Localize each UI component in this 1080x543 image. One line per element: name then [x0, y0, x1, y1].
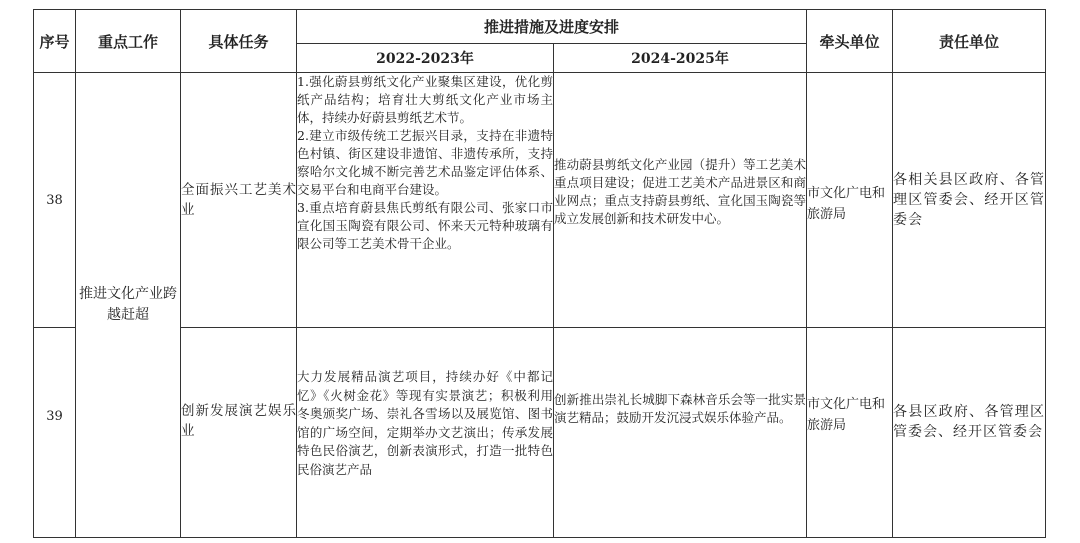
header-key-work: 重点工作: [76, 10, 181, 73]
measure-item: 2.建立市级传统工艺振兴目录，支持在非遗特色村镇、街区建设非遗馆、非遗传承所，支持察哈尔文化城不断完善艺术品鉴定评估体系、交易平台和电商平台建设。: [297, 128, 553, 197]
measures-2022-2023-cell: 大力发展精品演艺项目，持续办好《中都记忆》《火树金花》等现有实景演艺；积极利用冬奥颁奖广场、崇礼各雪场以及展览馆、图书馆的广场空间，定期举办文艺演出；传承发展特色民俗演艺，创新表演形式，打造一批特色民俗演艺产品: [297, 328, 554, 538]
header-measures: 推进措施及进度安排: [297, 10, 807, 44]
row-seq: 38: [34, 73, 76, 328]
lead-unit-cell: 市文化广电和旅游局: [807, 328, 893, 538]
header-period-2024-2025: 2024-2025年: [554, 44, 807, 73]
responsible-unit-cell: 各县区政府、各管理区管委会、经开区管委会: [893, 328, 1046, 538]
row-seq: 39: [34, 328, 76, 538]
header-seq: 序号: [34, 10, 76, 73]
task-cell: 创新发展演艺娱乐业: [181, 328, 297, 538]
measures-2024-2025-cell: 推动蔚县剪纸文化产业园（提升）等工艺美术重点项目建设；促进工艺美术产品进景区和商业网点；重点支持蔚县剪纸、宣化国玉陶瓷等成立发展创新和技术研发中心。: [554, 73, 807, 328]
header-responsible-unit: 责任单位: [893, 10, 1046, 73]
responsible-unit-cell: 各相关县区政府、各管理区管委会、经开区管委会: [893, 73, 1046, 328]
task-cell: 全面振兴工艺美术业: [181, 73, 297, 328]
measure-item: 3.重点培育蔚县焦氏剪纸有限公司、张家口市宣化国玉陶瓷有限公司、怀来天元特种玻璃有限公司等工艺美术骨干企业。: [297, 200, 553, 251]
lead-unit-cell: 市文化广电和旅游局: [807, 73, 893, 328]
key-work-cell: 推进文化产业跨越赶超: [76, 73, 181, 538]
measures-2024-2025-cell: 创新推出崇礼长城脚下森林音乐会等一批实景演艺精品；鼓励开发沉浸式娱乐体验产品。: [554, 328, 807, 538]
header-task: 具体任务: [181, 10, 297, 73]
measure-item: 1.强化蔚县剪纸文化产业聚集区建设，优化剪纸产品结构；培育壮大剪纸文化产业市场主体，持续办好蔚县剪纸艺术节。: [297, 74, 553, 125]
header-period-2022-2023: 2022-2023年: [297, 44, 554, 73]
table-row: [34, 73, 1046, 328]
table-row: [34, 328, 1046, 538]
plan-table: [33, 9, 1046, 538]
header-lead-unit: 牵头单位: [807, 10, 893, 73]
measures-2022-2023-cell: [297, 73, 554, 328]
